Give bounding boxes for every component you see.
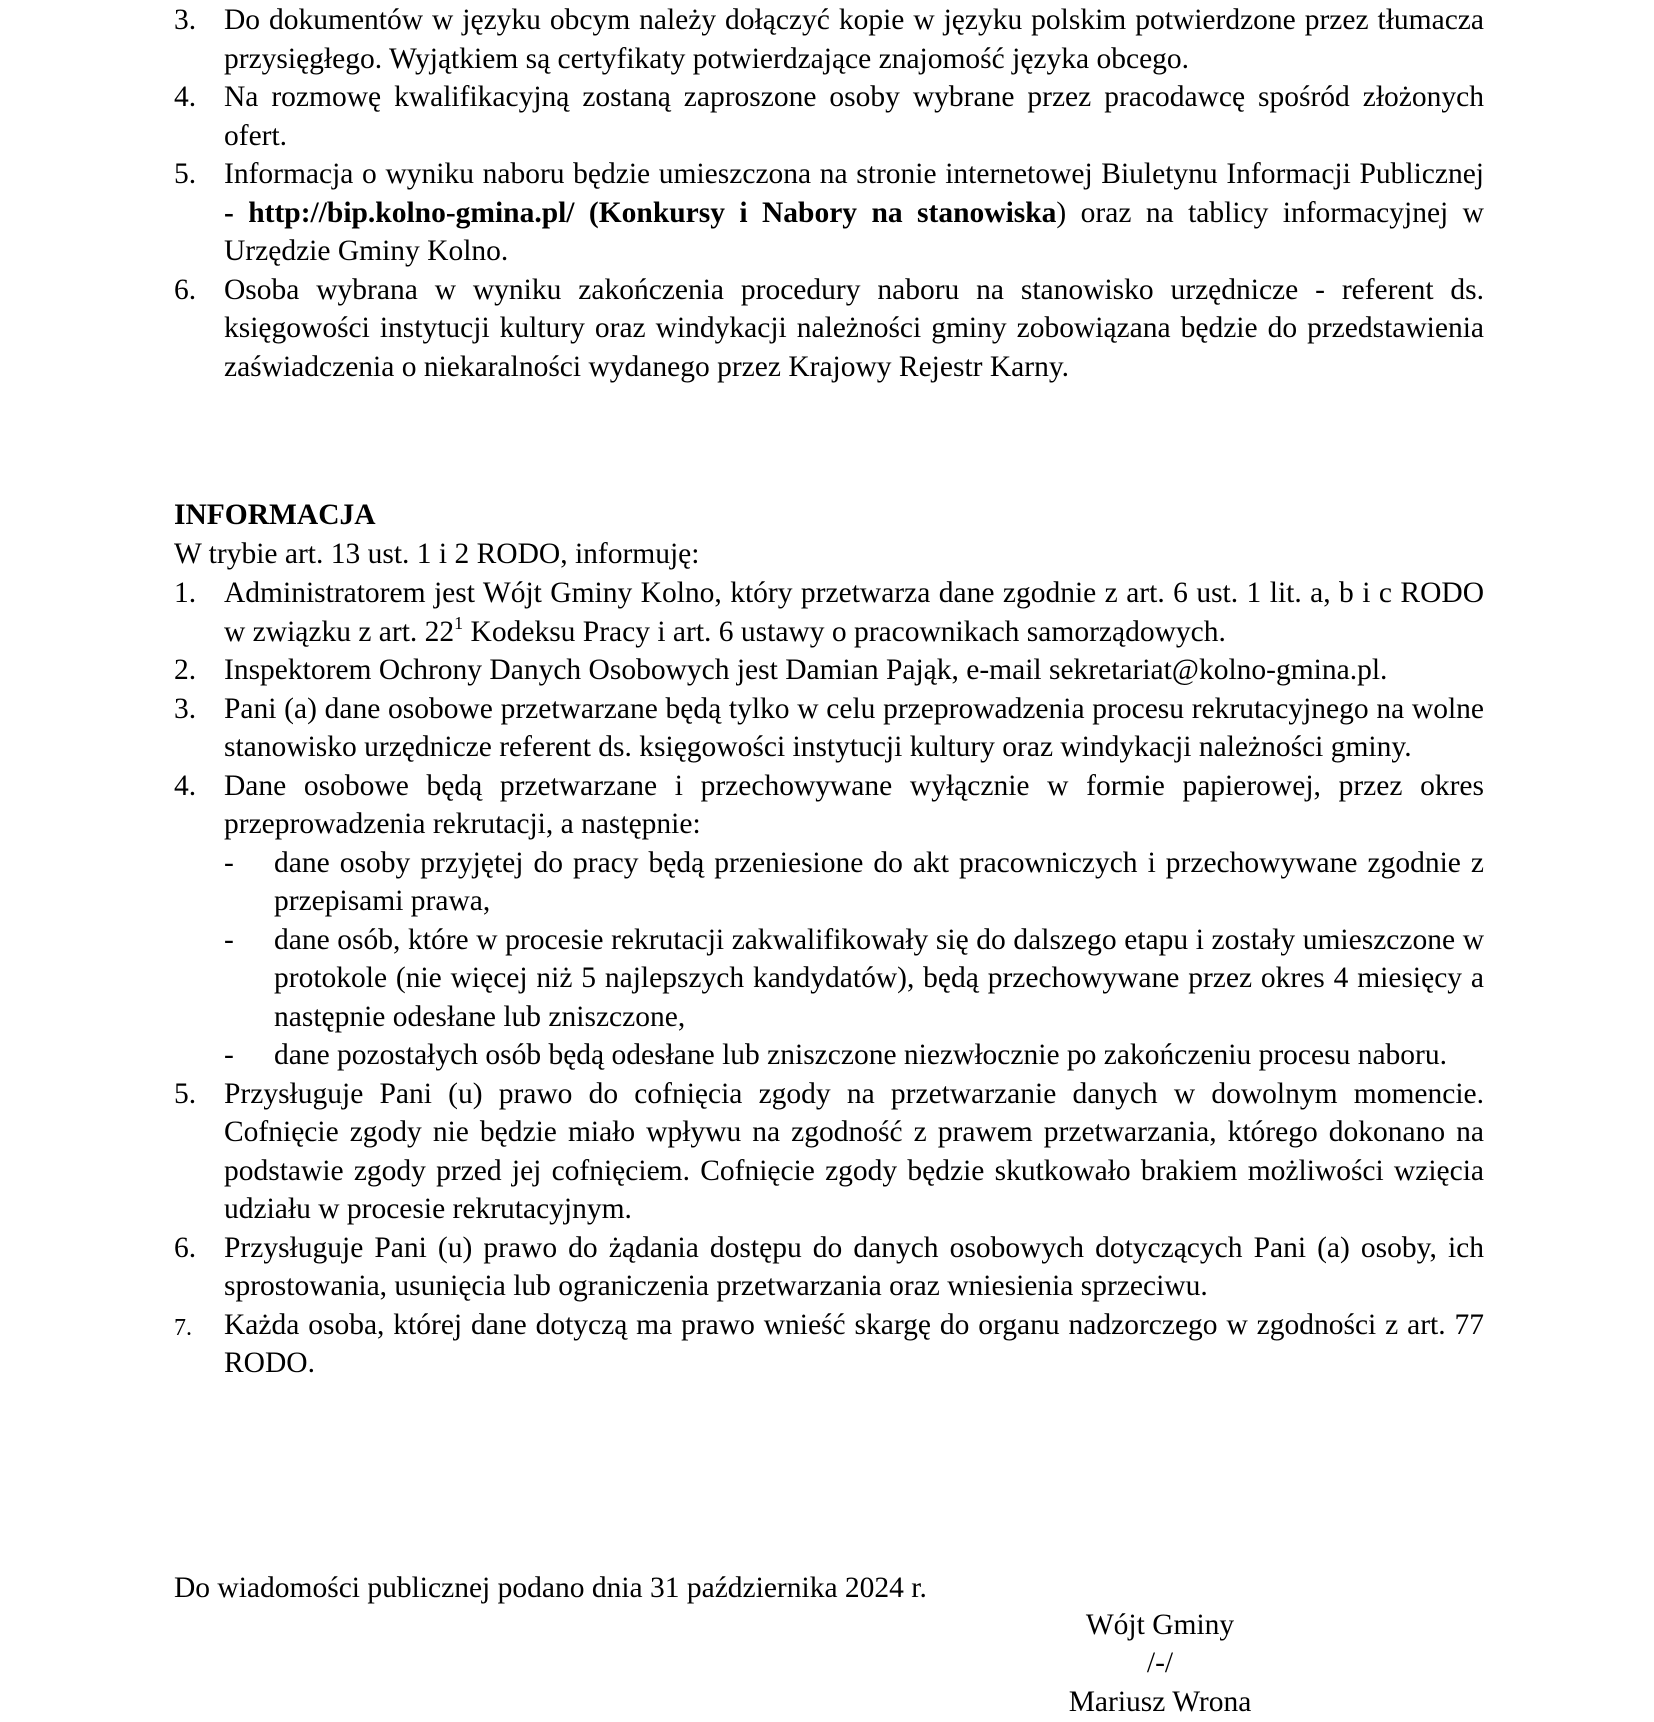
- list-item: [174, 574, 1484, 651]
- list-item: [174, 767, 1484, 1075]
- list-item: [174, 1229, 1484, 1306]
- dash-text: dane osób, które w procesie rekrutacji zakwalifikowały się do dalszego etapu i zostały umieszczone w protokole (nie więcej niż 5 najlepszych kandydatów), będą przechowywane przez okres 4 miesięcy a następnie odesłane lub zniszczone,: [274, 923, 1484, 1033]
- list-text: Do dokumentów w języku obcym należy dołączyć kopie w języku polskim potwierdzone przez tłumacza przysięgłego. Wyjątkiem są certyfikaty potwierdzające znajomość języka obcego.: [224, 4, 1484, 75]
- list-number: 3.: [174, 4, 197, 36]
- dash-text: dane osoby przyjętej do pracy będą przeniesione do akt pracowniczych i przechowywane zgodnie z przepisami prawa,: [274, 846, 1484, 917]
- info-heading: INFORMACJA: [174, 499, 376, 531]
- list-number: 6.: [174, 273, 197, 306]
- list-text: ) oraz na tablicy informacyjnej w Urzędzie Gminy Kolno.: [224, 196, 1484, 267]
- list-text: Osoba wybrana w wyniku zakończenia procedury naboru na stanowisko urzędnicze - referent ds. księgowości instytucji kultury oraz windykacji należności gminy zobowiązana będzie do przedstawienia zaświadczenia o niekaralności wydanego przez Krajowy Rejestr Karny.: [224, 273, 1484, 383]
- list-text: Przysługuje Pani (u) prawo do żądania dostępu do danych osobowych dotyczących Pani (a) osoby, ich sprostowania, usunięcia lub ograniczenia przetwarzania oraz wniesienia sprzeciwu.: [224, 1231, 1484, 1302]
- list-item: [174, 155, 1484, 271]
- dash-item: [224, 1036, 1484, 1075]
- list-number: 6.: [174, 1231, 197, 1264]
- list-number: 7.: [174, 1314, 192, 1341]
- dash-marker: -: [224, 846, 234, 879]
- list-text: Kodeksu Pracy i art. 6 ustawy o pracownikach samorządowych.: [463, 615, 1226, 648]
- list-text: Każda osoba, której dane dotyczą ma prawo wnieść skargę do organu nadzorczego w zgodności z art. 77 RODO.: [224, 1308, 1484, 1379]
- dash-list: [174, 844, 1484, 1075]
- dash-marker: -: [224, 923, 234, 956]
- list-number: 2.: [174, 654, 197, 686]
- signature-mark: /-/: [1146, 1647, 1174, 1679]
- list-text: Inspektorem Ochrony Danych Osobowych jest Damian Pająk, e-mail sekretariat@kolno-gmina.pl.: [224, 654, 1388, 686]
- list-number: 4.: [174, 81, 197, 113]
- superscript: 1: [454, 612, 464, 633]
- list-number: 3.: [174, 692, 197, 725]
- list-item: [174, 78, 1484, 155]
- signature-name: Mariusz Wrona: [1068, 1686, 1252, 1718]
- list-text: Dane osobowe będą przetwarzane i przechowywane wyłącznie w formie papierowej, przez okres przeprowadzenia rekrutacji, a następnie:: [224, 769, 1484, 840]
- list-text: Administratorem jest Wójt Gminy Kolno, który przetwarza dane zgodnie z art. 6 ust. 1 lit. a, b i c RODO w związku z art. 22: [224, 577, 1484, 648]
- list-item: [174, 1306, 1484, 1383]
- list-number: 5.: [174, 1077, 197, 1110]
- list-number: 4.: [174, 769, 197, 802]
- list-number: 1.: [174, 577, 197, 609]
- list-item: [174, 1, 1484, 78]
- list-number: 5.: [174, 158, 197, 190]
- list-item: [174, 1075, 1484, 1229]
- requirements-list: [174, 1, 1484, 386]
- signature-title: Wójt Gminy: [1085, 1609, 1235, 1641]
- dash-text: dane pozostałych osób będą odesłane lub zniszczone niezwłocznie po zakończeniu procesu naboru.: [274, 1039, 1447, 1071]
- list-item: [174, 271, 1484, 387]
- publication-date: Do wiadomości publicznej podano dnia 31 października 2024 r.: [174, 1572, 927, 1604]
- list-item: [174, 690, 1484, 767]
- info-intro: W trybie art. 13 ust. 1 i 2 RODO, informuję:: [174, 538, 700, 570]
- dash-item: [224, 844, 1484, 921]
- bip-link-text: - http://bip.kolno-gmina.pl/ (Konkursy i Nabory na stanowiska: [224, 196, 1057, 229]
- dash-marker: -: [224, 1039, 234, 1071]
- dash-item: [224, 921, 1484, 1037]
- list-text: Przysługuje Pani (u) prawo do cofnięcia zgody na przetwarzanie danych w dowolnym momencie. Cofnięcie zgody nie będzie miało wpływu na zgodność z prawem przetwarzania, którego dokonano na podstawie zgody przed jej cofnięciem. Cofnięcie zgody będzie skutkowało brakiem możliwości wzięcia udziału w procesie rekrutacyjnym.: [224, 1077, 1484, 1225]
- list-text: Pani (a) dane osobowe przetwarzane będą tylko w celu przeprowadzenia procesu rekrutacyjnego na wolne stanowisko urzędnicze referent ds. księgowości instytucji kultury oraz windykacji należności gminy.: [224, 692, 1484, 763]
- rodo-list: [174, 574, 1484, 1383]
- list-item: [174, 651, 1484, 690]
- list-text: Informacja o wyniku naboru będzie umieszczona na stronie internetowej Biuletynu Informacji Publicznej: [224, 158, 1484, 190]
- list-text: Na rozmowę kwalifikacyjną zostaną zaproszone osoby wybrane przez pracodawcę spośród złożonych ofert.: [224, 81, 1484, 152]
